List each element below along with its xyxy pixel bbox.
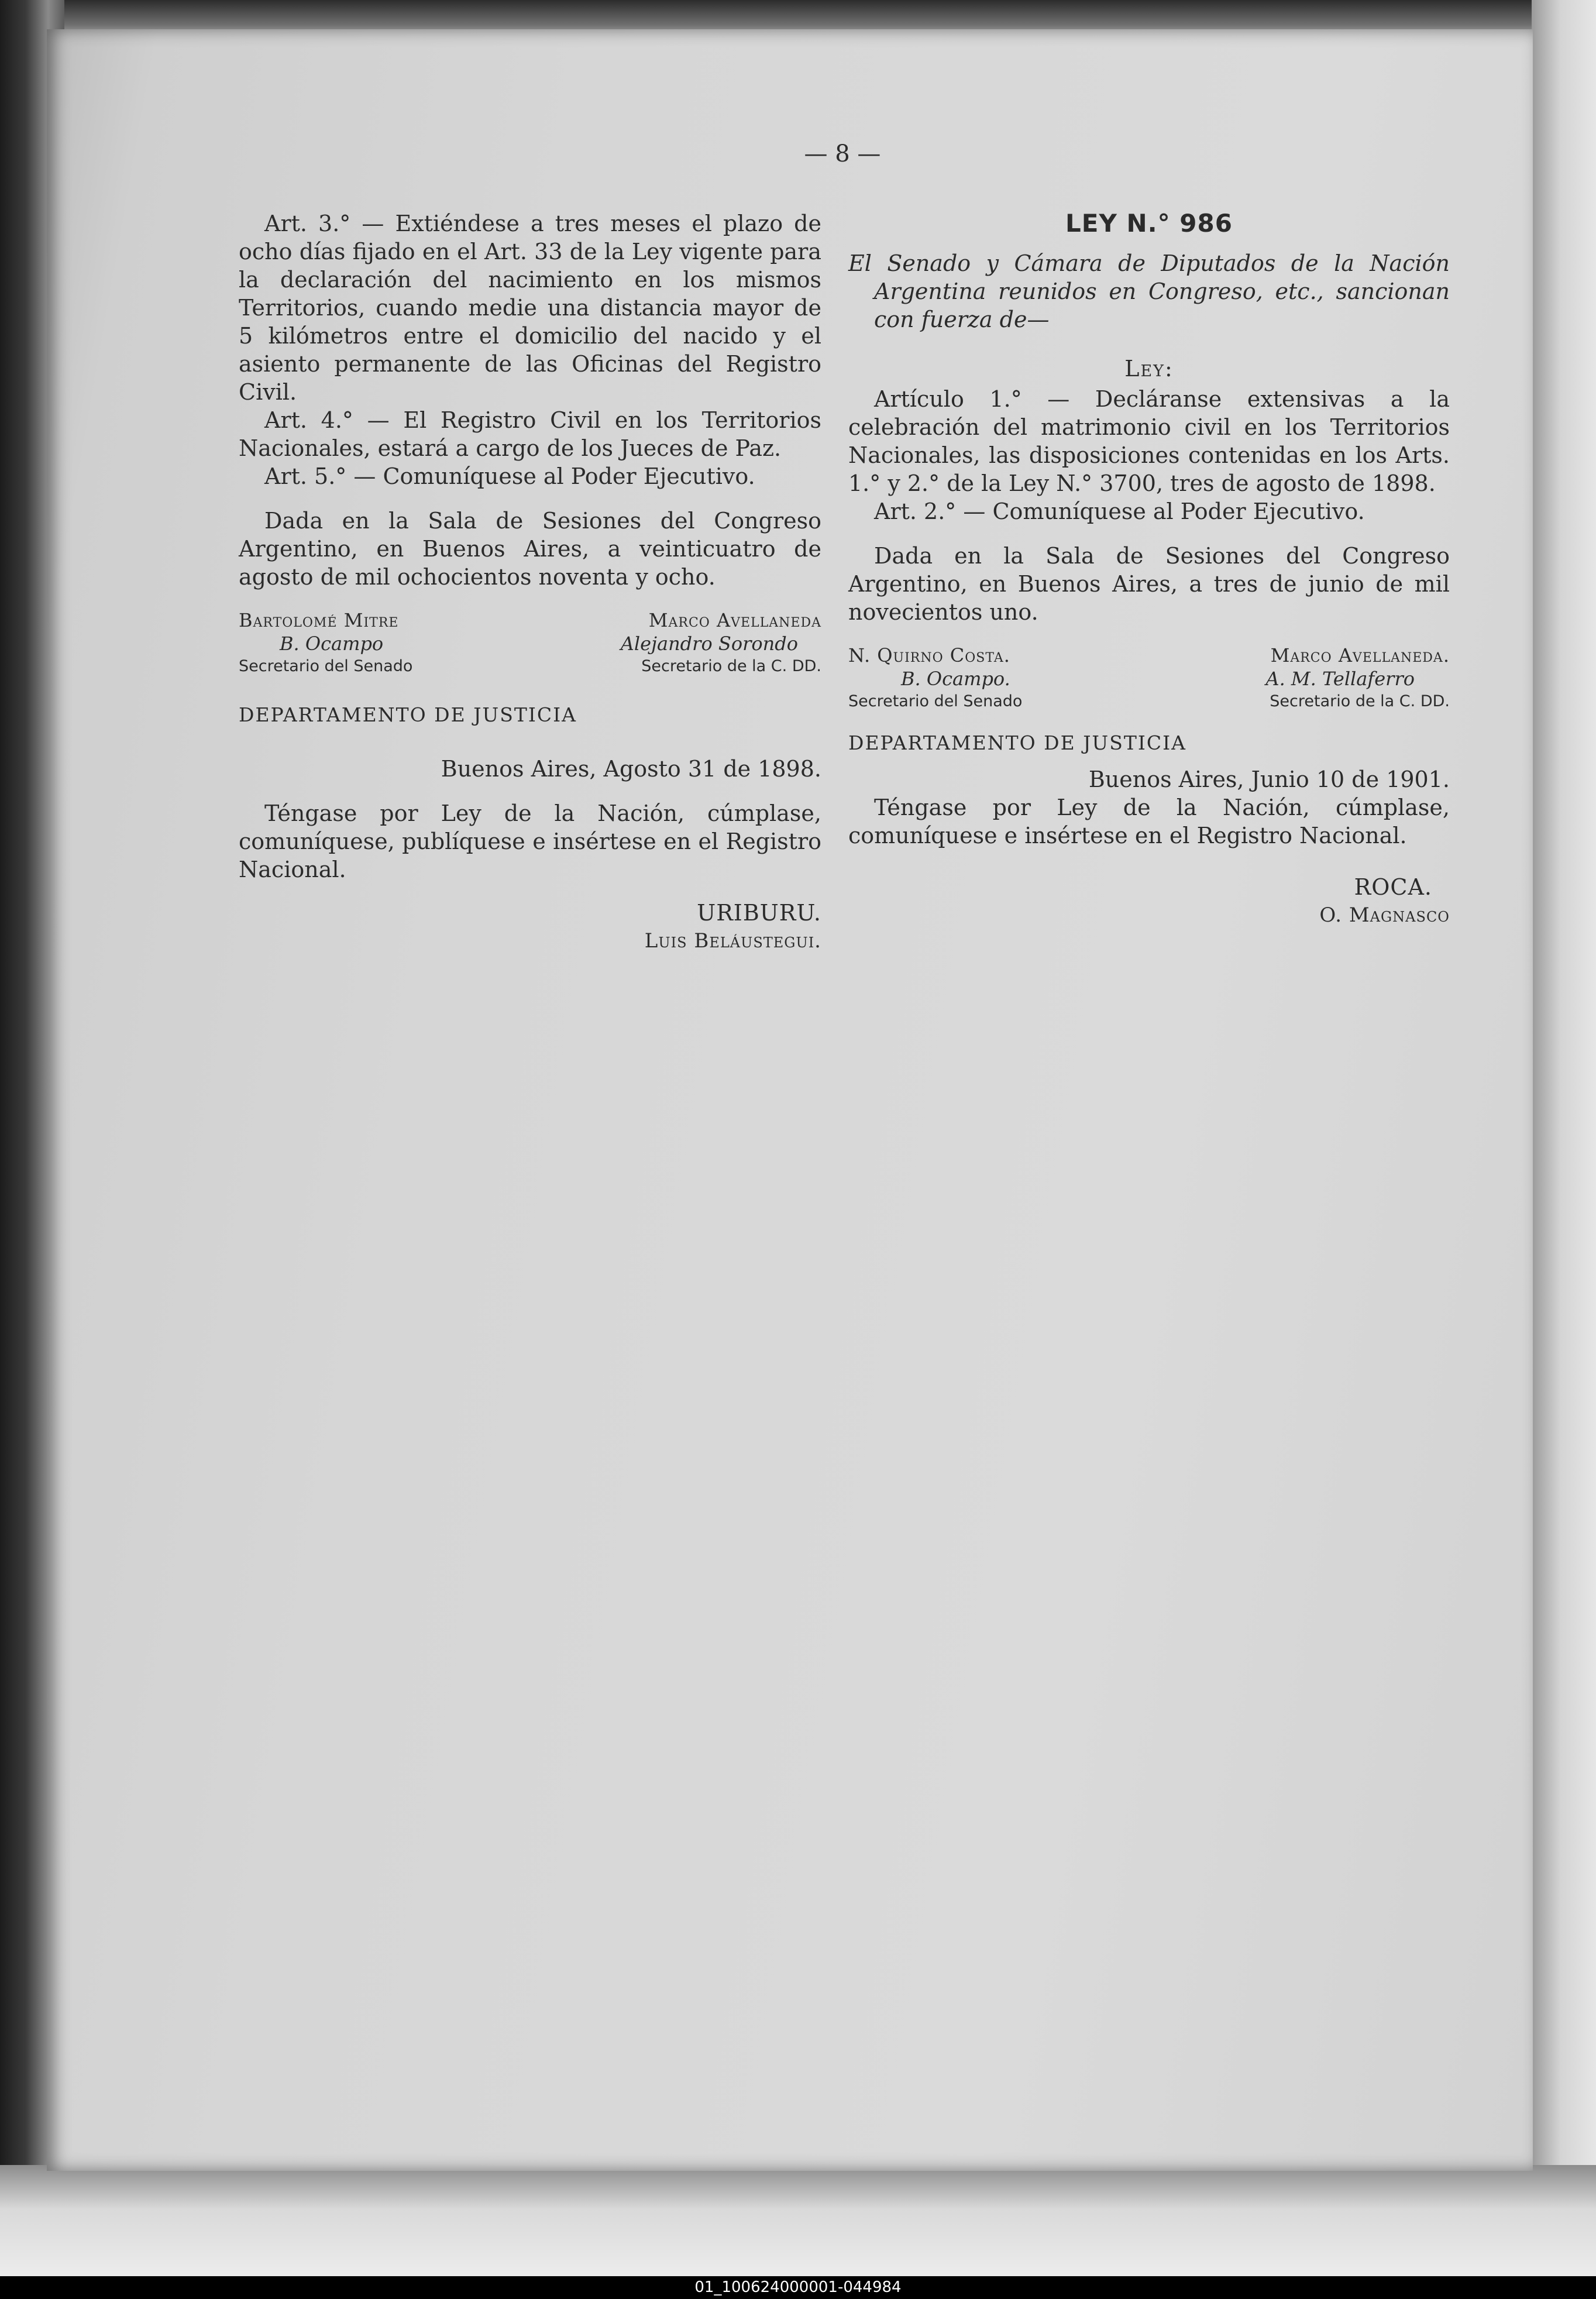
department-heading: DEPARTAMENTO DE JUSTICIA <box>848 731 1187 754</box>
signer: URIBURU. <box>697 900 821 926</box>
right-column <box>848 209 1450 929</box>
signatory-name: N. Quirno Costa. <box>848 644 1010 666</box>
signatory-name: Bartolomé Mitre <box>239 609 399 631</box>
law-title: LEY N.° 986 <box>1065 209 1233 238</box>
signatory-name: Marco Avellaneda <box>648 609 821 631</box>
preamble: El Senado y Cámara de Diputados de la Nación Argentina reunidos en Congreso, etc., sancionan con fuerza de— <box>848 250 1450 332</box>
image-id-footer: 01_100624000001-044984 <box>0 2276 1596 2299</box>
dada-paragraph: Dada en la Sala de Sesiones del Congreso Argentino, en Buenos Aires, a veinticuatro de agosto de mil ochocientos noventa y ocho. <box>239 508 821 590</box>
article-4: Art. 4.° — El Registro Civil en los Territorios Nacionales, estará a cargo de los Jueces de Paz. <box>239 407 821 461</box>
article-3: Art. 3.° — Extiéndese a tres meses el plazo de ocho días fijado en el Art. 33 de la Ley vigente para la declaración del nacimiento en los mismos Territorios, cuando medie una distancia mayor de 5 kilómetros entre el domicilio del nacido y el asiento permanente de las Oficinas del Registro Civil. <box>239 211 821 405</box>
secretary-role: Secretario de la C. DD. <box>1270 692 1450 710</box>
secretary-role: Secretario de la C. DD. <box>641 657 821 675</box>
dada-paragraph: Dada en la Sala de Sesiones del Congreso Argentino, en Buenos Aires, a tres de junio de mil novecientos uno. <box>848 543 1450 625</box>
page-number: — 8 — <box>804 140 881 167</box>
department-heading: DEPARTAMENTO DE JUSTICIA <box>239 703 577 726</box>
decree-date: Buenos Aires, Junio 10 de 1901. <box>1088 767 1450 792</box>
signature-block <box>239 609 821 678</box>
article-2: Art. 2.° — Comuníquese al Poder Ejecutivo. <box>874 499 1365 524</box>
ley-heading: Ley: <box>1124 356 1174 382</box>
decree-text: Téngase por Ley de la Nación, cúmplase, comuníquese e insértese en el Registro Nacional. <box>848 795 1450 848</box>
scan-border-right <box>1532 0 1596 2276</box>
secretary-name: B. Ocampo. <box>901 668 1010 690</box>
signature-block <box>848 644 1450 713</box>
secretary-role: Secretario del Senado <box>848 692 1023 710</box>
article-1: Artículo 1.° — Decláranse extensivas a la celebración del matrimonio civil en los Territorios Nacionales, las disposiciones contenidas en los Arts. 1.° y 2.° de la Ley N.° 3700, tres de agosto de 1898. <box>848 386 1450 496</box>
scan-border-bottom <box>0 2165 1596 2276</box>
left-column <box>239 209 821 955</box>
countersigner: O. Magnasco <box>1319 903 1450 927</box>
signature-left <box>239 609 518 678</box>
secretary-role: Secretario del Senado <box>239 657 413 675</box>
signature-right <box>542 609 821 678</box>
decree-text: Téngase por Ley de la Nación, cúmplase, comuníquese, publíquese e insértese en el Registro Nacional. <box>239 800 821 882</box>
secretary-name: Alejandro Sorondo <box>620 633 798 655</box>
decree-date: Buenos Aires, Agosto 31 de 1898. <box>441 756 821 782</box>
signature-left <box>848 644 1137 713</box>
article-5: Art. 5.° — Comuníquese al Poder Ejecutivo. <box>264 463 755 489</box>
signer: ROCA. <box>1354 874 1432 900</box>
signatory-name: Marco Avellaneda. <box>1270 644 1450 666</box>
secretary-name: A. M. Tellaferro <box>1265 668 1415 690</box>
signature-right <box>1161 644 1450 713</box>
countersigner: Luis Beláustegui. <box>644 929 821 953</box>
secretary-name: B. Ocampo <box>280 633 384 655</box>
